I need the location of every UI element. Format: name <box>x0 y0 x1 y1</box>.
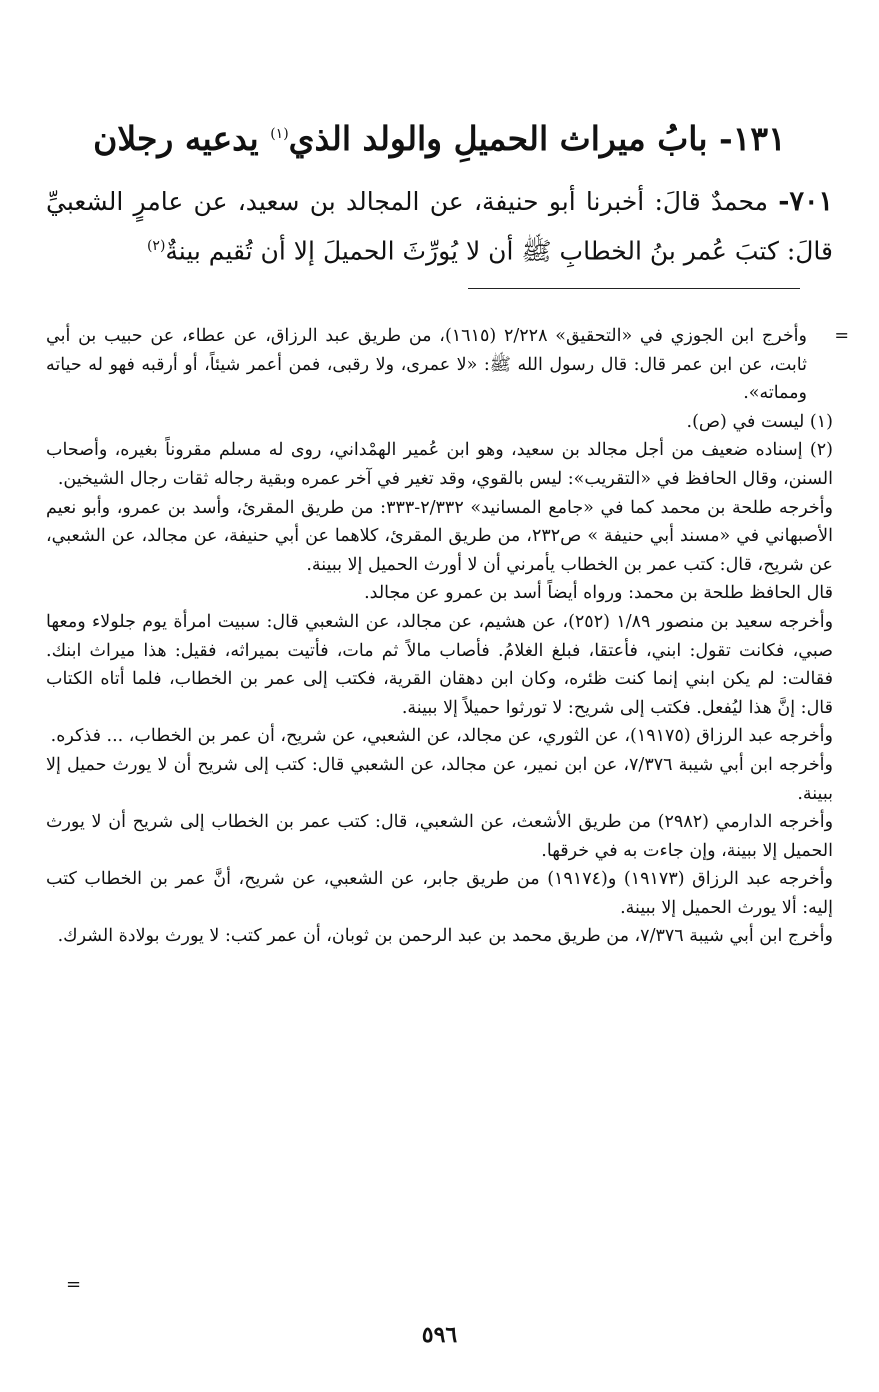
hadith-body: محمدٌ قالَ: أخبرنا أبو حنيفة، عن المجالد بن سعيد، عن عامرٍ الشعبيِّ قالَ: كتبَ عُمر بنُ الخطابِ ﷺ أن لا يُورِّثَ الحميلَ إلا أن تُقيم بينةٌ <box>46 187 833 266</box>
footnote-1: (١) ليست في (ص). <box>686 411 833 432</box>
footnote-2-paragraph: وأخرجه سعيد بن منصور ١/٨٩ (٢٥٢)، عن هشيم، عن مجالد، عن الشعبي قال: سبيت امرأة يوم جلولاء ومعها صبي، فكانت تقول: ابني، فأعتقا، فبلغ الغلامُ. فأصاب مالاً ثم مات، فأتيت بميراثه، فقيل: هذا ميراث ابنك. فقالت: لم يكن ابني إنما كنت ظئره، وكان ابن دهقان القرية، فكتب إلى عمر بن الخطاب، فلما أتاه الكتاب قال: إنَّ هذا ليُفعل. فكتب إلى شريح: لا تورثوا حميلاً إلا ببينة. <box>46 611 834 718</box>
footnote-2-paragraph: قال الحافظ طلحة بن محمد: ورواه أيضاً أسد بن عمرو عن مجالد. <box>364 583 833 604</box>
footnote-marker: (٢) <box>146 238 166 254</box>
chapter-title-end: يدعيه رجلان <box>93 119 271 158</box>
footnote-continuation <box>46 322 849 408</box>
footnote-2-intro: (٢) إسناده ضعيف من أجل مجالد بن سعيد، وهو ابن عُمير الهمْداني، روى له مسلم مقروناً بغيره، وأصحاب السنن، وقال الحافظ في «التقريب»: ليس بالقوي، وقد تغير في آخر عمره وبقية رجاله ثقات رجال الشيخين. <box>46 440 833 489</box>
continuation-mark: = <box>834 326 849 346</box>
footnote-2-paragraph: وأخرجه الدارمي (٢٩٨٢) من طريق الأشعث، عن الشعبي، قال: كتب عمر بن الخطاب إلى شريح أن لا يورث الحميل إلا ببينة، وإن جاءت به في خرقها. <box>46 812 834 861</box>
page-number: ٥٩٦ <box>421 1322 458 1348</box>
continuation-text: وأخرج ابن الجوزي في «التحقيق» ٢/٢٢٨ (١٦١٥)، من طريق عبد الرزاق، عن عطاء، عن حبيب بن أبي ثابت، عن ابن عمر قال: قال رسول الله ﷺ: «لا عمرى، ولا رقبى، فمن أعمر شيئاً، أو أرقبه فهو له حياته ومماته». <box>46 326 807 404</box>
footnote-divider <box>468 288 800 289</box>
footnote-2-paragraph: وأخرجه عبد الرزاق (١٩١٧٥)، عن الثوري، عن مجالد، عن الشعبي، عن شريح، أن عمر بن الخطاب، ... فذكره. <box>50 726 833 747</box>
chapter-title-main: ١٣١- بابُ ميراث الحميلِ والولد الذي <box>288 119 786 158</box>
footnote-marker: (١) <box>270 126 289 142</box>
continuation-end-mark: = <box>66 1274 82 1295</box>
footnote-2-paragraph: وأخرجه ابن أبي شيبة ٧/٣٧٦، عن ابن نمير، عن مجالد، عن الشعبي قال: كتب إلى شريح أن لا يورث حميل إلا ببينة. <box>46 754 833 804</box>
hadith-text <box>46 180 833 273</box>
footnotes <box>46 322 849 951</box>
hadith-number: ٧٠١- <box>778 186 833 217</box>
footnote-2-paragraph: وأخرجه طلحة بن محمد كما في «جامع المسانيد» ٢/٣٣٢-٣٣٣: من طريق المقرئ، وأسد بن عمرو، وأبو نعيم الأصبهاني في «مسند أبي حنيفة » ص٢٣٢، من طريق المقرئ، كلاهما عن أبي حنيفة، عن مجالد، عن الشعبي، عن شريح، قال: كتب عمر بن الخطاب يأمرني أن لا أورث الحميل إلا ببينة. <box>46 497 833 575</box>
footnote-2-paragraph: وأخرج ابن أبي شيبة ٧/٣٧٦، من طريق محمد بن عبد الرحمن بن ثوبان، أن عمر كتب: لا يورث بولادة الشرك. <box>57 926 833 947</box>
chapter-title <box>60 112 819 161</box>
footnote-2-paragraph: وأخرجه عبد الرزاق (١٩١٧٣) و(١٩١٧٤) من طريق جابر، عن الشعبي، عن شريح، أنَّ عمر بن الخطاب كتب إليه: ألا يورث الحميل إلا ببينة. <box>46 869 833 918</box>
